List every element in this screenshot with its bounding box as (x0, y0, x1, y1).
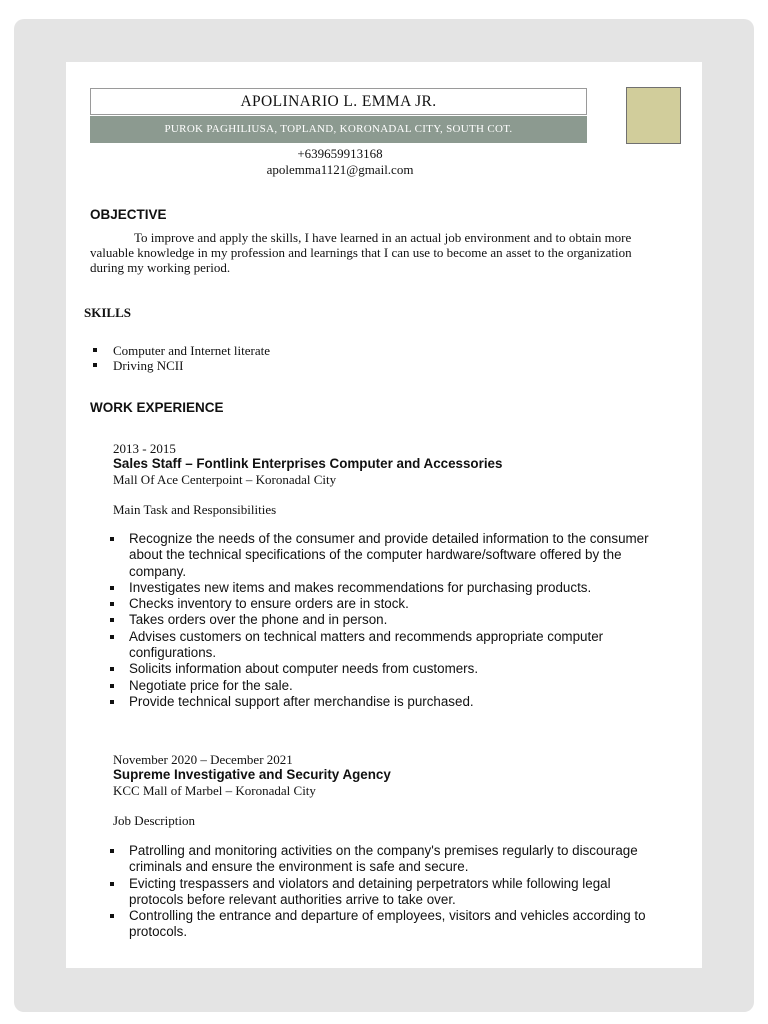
list-item: Recognize the needs of the consumer and provide detailed information to the consumer about the technical specifications of the computer hardware/software offered by the company. (106, 531, 666, 580)
responsibilities-list (106, 531, 666, 710)
applicant-name: APOLINARIO L. EMMA JR. (90, 88, 587, 115)
phone-number: +639659913168 (297, 146, 383, 161)
list-item: Computer and Internet literate (89, 343, 649, 358)
list-item: Checks inventory to ensure orders are in stock. (106, 596, 666, 612)
list-item: Evicting trespassers and violators and detaining perpetrators while following legal protocols before relevant authorities arrive to take over. (106, 876, 666, 909)
job-period: November 2020 – December 2021 (113, 752, 293, 767)
skills-heading: SKILLS (84, 305, 131, 320)
job-section-label: Main Task and Responsibilities (113, 502, 277, 517)
job-location: KCC Mall of Marbel – Koronadal City (113, 783, 316, 798)
email-address: apolemma1121@gmail.com (266, 162, 414, 177)
job-description-list (106, 843, 666, 941)
list-item: Advises customers on technical matters and recommends appropriate computer configurations. (106, 629, 666, 662)
list-item: Patrolling and monitoring activities on the company's premises regularly to discourage criminals and ensure the environment is safe and secure. (106, 843, 666, 876)
list-item: Provide technical support after merchandise is purchased. (106, 694, 666, 710)
job-period: 2013 - 2015 (113, 441, 176, 456)
job-section-label: Job Description (113, 813, 195, 828)
list-item: Controlling the entrance and departure of employees, visitors and vehicles according to protocols. (106, 908, 666, 941)
list-item: Solicits information about computer needs from customers. (106, 661, 666, 677)
objective-text: To improve and apply the skills, I have learned in an actual job environment and to obtain more valuable knowledge in my profession and learnings that I can use to become an asset to the organization during my working period. (90, 230, 632, 275)
work-experience-heading: WORK EXPERIENCE (90, 400, 224, 415)
job-location: Mall Of Ace Centerpoint – Koronadal City (113, 472, 337, 487)
resume-page (66, 62, 702, 968)
list-item: Investigates new items and makes recommendations for purchasing products. (106, 580, 666, 596)
list-item: Driving NCII (89, 358, 649, 373)
address-bar: PUROK PAGHILIUSA, TOPLAND, KORONADAL CITY, SOUTH COT. (90, 116, 587, 143)
skills-list (89, 343, 649, 373)
objective-heading: OBJECTIVE (90, 207, 167, 222)
job-title: Supreme Investigative and Security Agency (113, 767, 391, 782)
job-title: Sales Staff – Fontlink Enterprises Computer and Accessories (113, 456, 503, 471)
list-item: Takes orders over the phone and in person. (106, 612, 666, 628)
list-item: Negotiate price for the sale. (106, 678, 666, 694)
photo-placeholder (626, 87, 681, 144)
